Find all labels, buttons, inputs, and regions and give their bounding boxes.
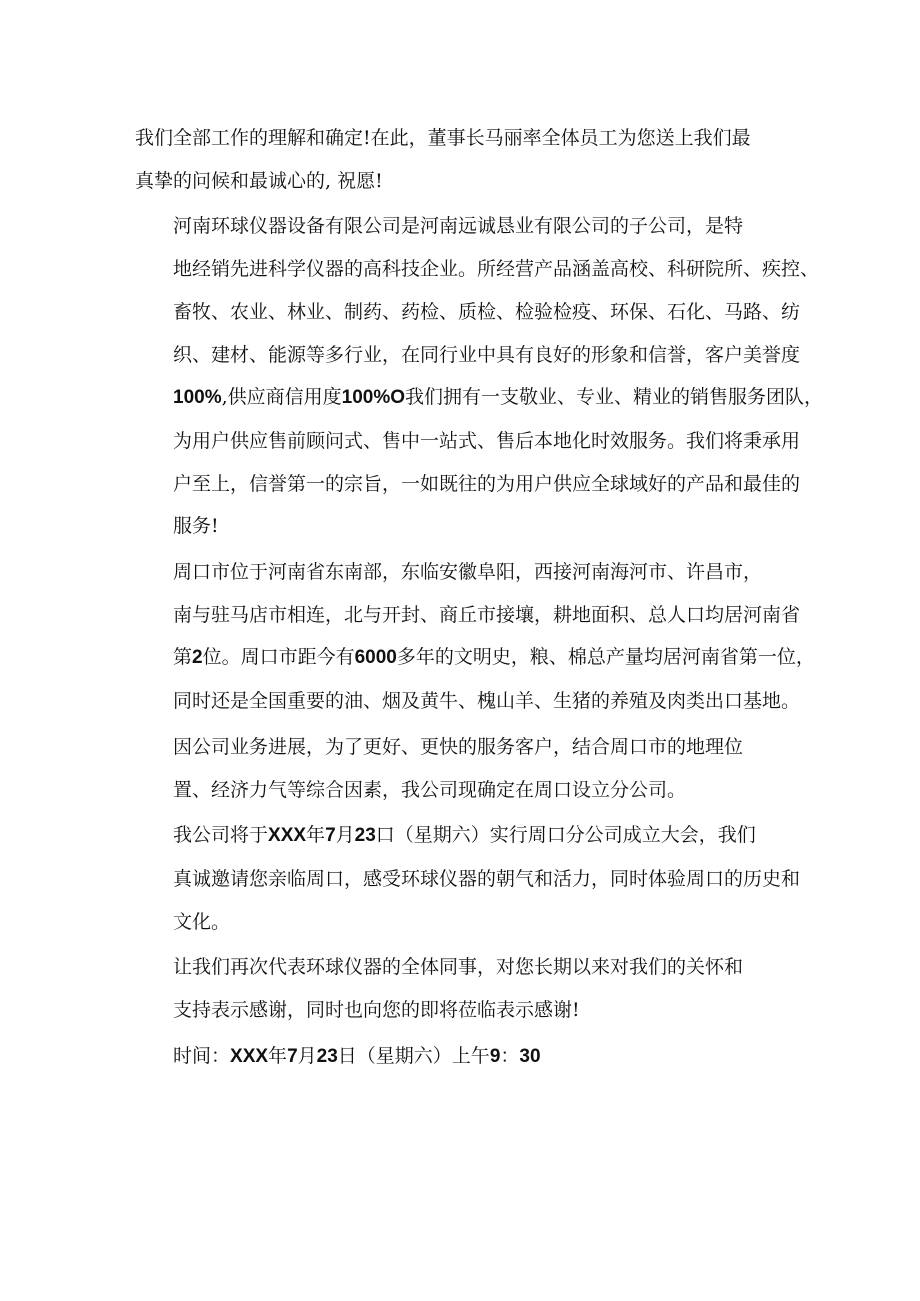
text-line: 真挚的问候和最诚心的, 祝愿! bbox=[135, 169, 383, 192]
text-line: 时间：XXX年7月23日（星期六）上午9：30 bbox=[173, 1044, 541, 1067]
text-line: 我公司将于XXX年7月23口（星期六）实行周口分公司成立大会，我们 bbox=[173, 824, 756, 847]
text-line: 支持表示感谢，同时也向您的即将莅临表示感谢! bbox=[173, 999, 580, 1022]
text-line: 我们全部工作的理解和确定!在此，董事长马丽率全体员工为您送上我们最 bbox=[135, 127, 751, 149]
paragraph-event-time bbox=[135, 1035, 790, 1079]
text-line: 让我们再次代表环球仪器的全体同事，对您长期以来对我们的关怀和 bbox=[173, 956, 744, 979]
text-line: 周口市位于河南省东南部，东临安徽阜阳，西接河南海河市、许昌市， bbox=[173, 561, 763, 584]
paragraph-thanks bbox=[135, 946, 790, 1031]
text-line: 地经销先进科学仪器的高科技企业。所经营产品涵盖高校、科研院所、疾控、 bbox=[173, 258, 820, 281]
text-line: 服务! bbox=[173, 515, 219, 538]
text-line: 为用户供应售前顾问式、售中一站式、售后本地化时效服务。我们将秉承用 bbox=[173, 429, 801, 452]
text-line: 真诚邀请您亲临周口，感受环球仪器的朝气和活力，同时体验周口的历史和 bbox=[173, 867, 801, 890]
text-line: 户至上，信誉第一的宗旨，一如既往的为用户供应全球域好的产品和最佳的 bbox=[173, 472, 801, 495]
text-line: 织、建材、能源等多行业，在同行业中具有良好的形象和信誉，客户美誉度 bbox=[173, 343, 801, 366]
text-line: 南与驻马店市相连，北与开封、商丘市接壤，耕地面积、总人口均居河南省 bbox=[173, 603, 801, 626]
text-line: 河南环球仪器设备有限公司是河南远诚恳业有限公司的子公司，是特 bbox=[173, 215, 744, 238]
document-body bbox=[135, 117, 824, 1081]
text-line: 第2位。周口市距今有6000多年的文明史，粮、棉总产量均居河南省第一位， bbox=[173, 646, 815, 669]
text-line: 100%,供应商信用度100%O我们拥有一支敬业、专业、精业的销售服务团队， bbox=[173, 386, 824, 409]
text-line: 同时还是全国重要的油、烟及黄牛、槐山羊、生猪的养殖及肉类出口基地。 bbox=[173, 690, 801, 713]
text-line: 畜牧、农业、林业、制药、药检、质检、检验检疫、环保、石化、马路、纺 bbox=[173, 300, 801, 323]
text-line: 置、经济力气等综合因素，我公司现确定在周口设立分公司。 bbox=[173, 778, 687, 801]
text-line: 文化。 bbox=[173, 910, 231, 933]
paragraph-invitation bbox=[135, 814, 801, 943]
paragraph-branch-reason bbox=[135, 726, 790, 811]
text-line: 因公司业务进展，为了更好、更快的服务客户，结合周口市的地理位 bbox=[173, 735, 744, 758]
paragraph-company-intro bbox=[135, 205, 824, 548]
paragraph-greeting-close bbox=[135, 117, 790, 202]
paragraph-zhoukou-intro bbox=[135, 551, 815, 723]
